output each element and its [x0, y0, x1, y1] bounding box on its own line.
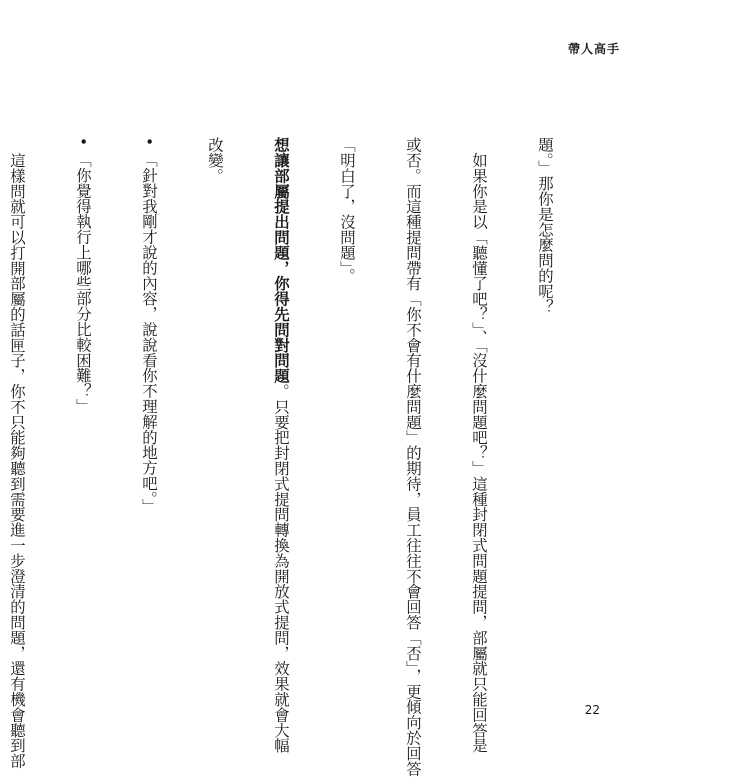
- text-segment: 。只要把封閉式提問轉換為開放式提問，效果就會大幅: [272, 383, 290, 754]
- bullet-text: 「你覺得執行上哪些部分比較困難？」: [74, 152, 92, 414]
- text-line: 「明白了，沒問題」。: [338, 137, 356, 284]
- bullet-text: 「針對我剛才說的內容，說說看你不理解的地方吧。」: [140, 152, 158, 514]
- bullet-icon: •: [74, 137, 92, 147]
- bullet-item: [72, 137, 94, 680]
- text-line: 題。」那你是怎麼問的呢？: [536, 137, 554, 315]
- bold-heading: 想讓部屬提出問題，你得先問對問題: [272, 137, 290, 384]
- text-line: [270, 137, 292, 754]
- text-line: 如果你是以「聽懂了吧？」、「沒什麼問題吧？」這種封閉式問題提問，部屬就只能回答是: [470, 137, 488, 753]
- text-line: 改變。: [206, 137, 224, 184]
- text-line: 這樣問就可以打開部屬的話匣子，你不只能夠聽到需要進一步澄清的問題，還有機會聽到部: [8, 137, 26, 769]
- bullet-item: [138, 137, 160, 680]
- running-header: 帶人高手: [567, 42, 620, 56]
- text-line: 或否。而這種提問帶有「你不會有什麼問題」的期待，員工往往不會回答「否」，更傾向於回答: [404, 137, 422, 777]
- bullet-icon: •: [140, 137, 158, 147]
- page-number: 22: [584, 703, 600, 717]
